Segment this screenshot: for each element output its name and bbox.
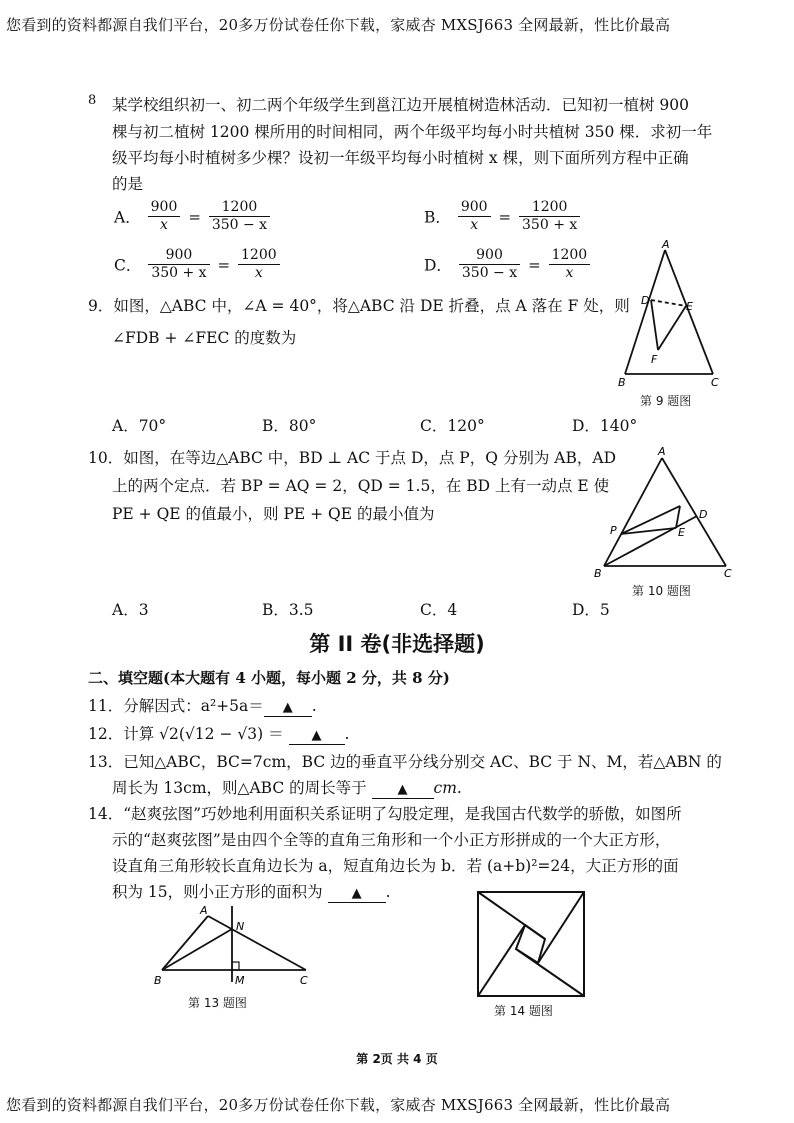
q10-label-a: A — [658, 445, 666, 458]
q13-caption: 第 13 题图 — [188, 996, 247, 1010]
q13-label-a: A — [200, 904, 208, 917]
q8-option-b-left-fraction: $\frac{900}{x}$ — [458, 199, 491, 234]
q8-option-c: C． $\frac{900}{350 + x}$ = $\frac{1200}{x}$ — [114, 247, 282, 282]
q8-option-c-label: C． — [114, 256, 142, 275]
q14-caption: 第 14 题图 — [494, 1004, 553, 1018]
q14-line-3: 设直角三角形较长直角边长为 a，短直角边长为 b．若 (a+b)²=24，大正方形的面 — [112, 857, 679, 875]
q8-line-1: 某学校组织初一、初二两个年级学生到邕江边开展植树造林活动．已知初一植树 900 — [112, 96, 690, 114]
q8-line-3: 级平均每小时植树多少棵？设初一年级平均每小时植树 x 棵，则下面所列方程中正确 — [112, 149, 689, 167]
q9-caption: 第 9 题图 — [640, 394, 692, 408]
q10-option-c: C．4 — [420, 601, 458, 619]
q13-label-c: C — [300, 974, 308, 987]
part-2-title: 第 II 卷(非选择题) — [309, 632, 485, 656]
q10-line-3: PE + QE 的值最小，则 PE + QE 的最小值为 — [112, 505, 435, 523]
q10-figure — [590, 444, 740, 582]
q8-option-b-label: B． — [424, 208, 451, 227]
q10-line-1: 10．如图，在等边△ABC 中，BD ⊥ AC 于点 D，点 P，Q 分别为 AB，AD — [88, 449, 617, 467]
q9-option-a: A．70° — [112, 417, 167, 435]
q9-line-1: 9．如图，△ABC 中，∠A = 40°，将△ABC 沿 DE 折叠，点 A 落在 F 处，则 — [88, 297, 630, 315]
q13-label-b: B — [154, 974, 162, 987]
q8-option-a-left-fraction: $\frac{900}{x}$ — [148, 199, 181, 234]
q9-option-b: B．80° — [262, 417, 317, 435]
q8-line-4: 的是 — [112, 175, 144, 193]
q8-number: 8 — [88, 93, 97, 108]
q13-line-1: 13．已知△ABC，BC=7cm，BC 边的垂直平分线分别交 AC、BC 于 N、M，若△ABN 的 — [88, 753, 722, 771]
q11: 11．分解因式：a²+5a＝ ▲ . — [88, 697, 317, 715]
q14-diagonal-4 — [478, 925, 525, 996]
q14-answer-blank[interactable]: ▲ — [328, 886, 386, 903]
q13-right-angle-mark — [232, 962, 239, 970]
q9-side-ab — [625, 250, 665, 374]
q8-option-b: B． $\frac{900}{x}$ = $\frac{1200}{350 + x}$ — [424, 199, 582, 234]
q8-option-a: A． $\frac{900}{x}$ = $\frac{1200}{350 - x}$ — [114, 199, 272, 234]
q8-option-c-left-fraction: $\frac{900}{350 + x}$ — [148, 247, 209, 282]
q10-caption: 第 10 题图 — [632, 584, 691, 598]
q9-line-2: ∠FDB + ∠FEC 的度数为 — [112, 329, 297, 347]
q8-option-a-right-fraction: $\frac{1200}{350 - x}$ — [209, 199, 270, 234]
q9-label-d: D — [641, 294, 650, 307]
page-footer: 第 2页 共 4 页 — [356, 1052, 438, 1066]
q9-label-e: E — [686, 300, 693, 313]
q13-label-m: M — [235, 974, 245, 987]
q13-answer-blank[interactable]: ▲ — [372, 782, 434, 799]
q13-label-n: N — [236, 920, 245, 933]
q9-option-c: C．120° — [420, 417, 485, 435]
q8-option-b-right-fraction: $\frac{1200}{350 + x}$ — [519, 199, 580, 234]
q8-option-a-label: A． — [114, 208, 141, 227]
q10-label-c: C — [724, 567, 732, 580]
q13-side-ac — [208, 916, 306, 970]
q10-line-2: 上的两个定点．若 BP = AQ = 2，QD = 1.5，在 BD 上有一动点 E 使 — [112, 477, 610, 495]
q9-label-c: C — [711, 376, 719, 389]
q13-line-2: 周长为 13cm，则△ABC 的周长等于 ▲ cm. — [112, 779, 462, 797]
q11-text: 11．分解因式：a²+5a＝ — [88, 697, 264, 715]
q9-option-d: D．140° — [572, 417, 638, 435]
q10-option-b: B．3.5 — [262, 601, 314, 619]
q9-segment-df — [651, 300, 658, 350]
top-banner: 您看到的资料都源自我们平台，20多万份试卷任你下载，家威杏 MXSJ663 全网最新，性比价最高 — [6, 16, 671, 34]
q11-answer-blank[interactable]: ▲ — [264, 700, 312, 717]
q10-side-ac — [662, 458, 726, 566]
q9-label-b: B — [618, 376, 626, 389]
q12-answer-blank[interactable]: ▲ — [289, 728, 345, 745]
q14-line-1: 14．“赵爽弦图”巧妙地利用面积关系证明了勾股定理，是我国古代数学的骄傲，如图所 — [88, 805, 682, 823]
q14-figure — [474, 888, 590, 1000]
q10-label-d: D — [699, 508, 708, 521]
q13-figure — [148, 900, 318, 992]
q8-line-2: 棵与初二植树 1200 棵所用的时间相同，两个年级平均每小时共植树 350 棵．求初一年 — [112, 123, 713, 141]
q14-line-2: 示的“赵爽弦图”是由四个全等的直角三角形和一个小正方形拼成的一个大正方形， — [112, 831, 671, 849]
q9-label-f: F — [651, 353, 658, 366]
q9-label-a: A — [662, 240, 670, 251]
q12: 12．计算 √2(√12 − √3) ＝ ▲ . — [88, 725, 350, 743]
q8-option-c-right-fraction: $\frac{1200}{x}$ — [238, 247, 280, 282]
q13-segment-bn — [162, 929, 232, 970]
q14-diagonal-2 — [538, 892, 584, 963]
q10-option-d: D．5 — [572, 601, 610, 619]
q9-fold-de — [651, 300, 686, 306]
q9-figure — [610, 240, 720, 390]
q8-option-d-label: D． — [424, 256, 452, 275]
q10-label-p: P — [610, 524, 617, 537]
q9-segment-ef — [658, 306, 686, 350]
q8-option-d-left-fraction: $\frac{900}{350 - x}$ — [459, 247, 520, 282]
bottom-banner: 您看到的资料都源自我们平台，20多万份试卷任你下载，家威杏 MXSJ663 全网最新，性比价最高 — [6, 1096, 671, 1114]
q10-label-b: B — [594, 567, 602, 580]
q14-outer-square — [478, 892, 584, 996]
q13-side-ab — [162, 916, 208, 970]
q12-text: 12．计算 √2(√12 − √3) ＝ — [88, 725, 284, 743]
q14-line-4: 积为 15，则小正方形的面积为 ▲ . — [112, 883, 391, 901]
q10-option-a: A．3 — [112, 601, 149, 619]
q8-option-d-right-fraction: $\frac{1200}{x}$ — [549, 247, 591, 282]
q8-option-d: D． $\frac{900}{350 - x}$ = $\frac{1200}{x}$ — [424, 247, 592, 282]
fill-heading: 二、填空题(本大题有 4 小题，每小题 2 分，共 8 分) — [88, 669, 450, 687]
q10-label-e: E — [678, 526, 685, 539]
